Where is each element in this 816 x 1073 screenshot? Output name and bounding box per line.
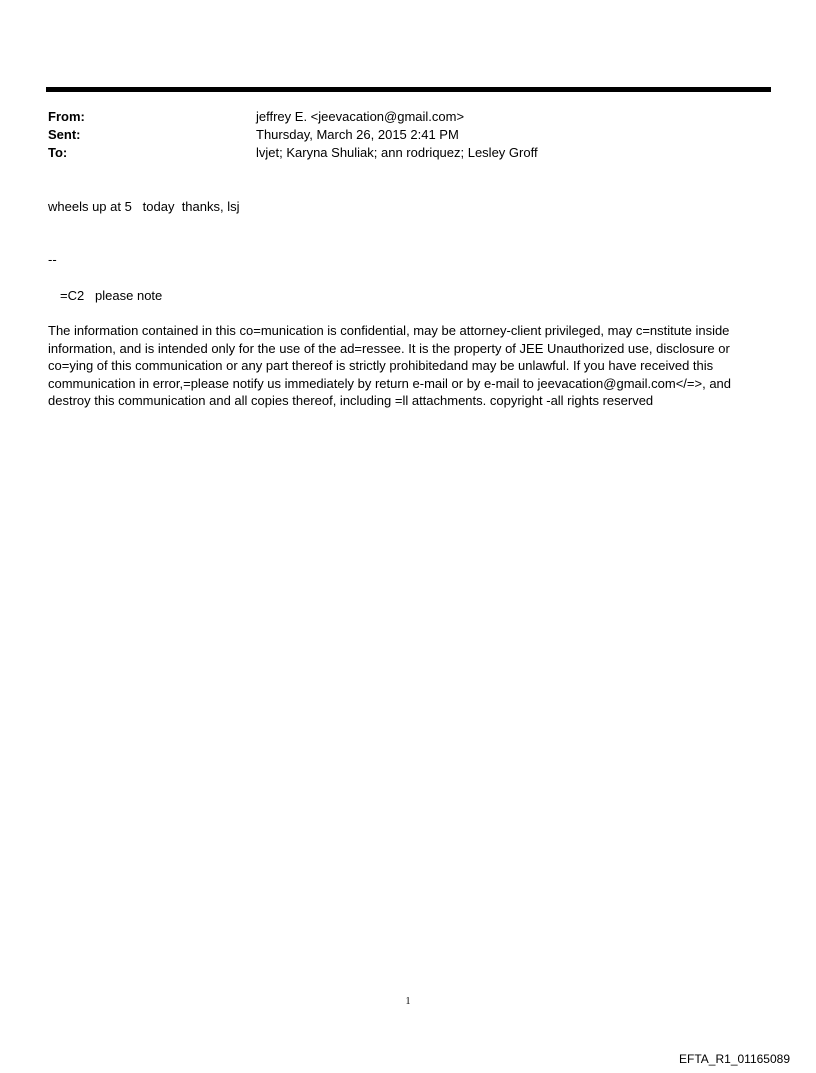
from-label: From: (48, 109, 85, 124)
header-row-sent (48, 126, 768, 144)
message-body: wheels up at 5 today thanks, lsj (48, 199, 240, 214)
to-label: To: (48, 145, 68, 160)
header-row-to (48, 144, 768, 162)
page-number: 1 (405, 996, 411, 1007)
confidentiality-disclaimer: The information contained in this co=munication is confidential, may be attorney-client privileged, may c=nstitute inside information, and is intended only for the use of the ad=ressee. It is the property of JEE Unauthorized use, disclosure or co=ying of this communication or any part thereof is strictly prohibitedand may be unlawful. If you have received this communication in error,=please notify us immediately by return e-mail or by e-mail to jeevacation@gmail.com</=>, and destroy this communication and all copies thereof, including =ll attachments. copyright -all rights reserved (48, 323, 732, 409)
header-divider (46, 87, 771, 92)
bates-number: EFTA_R1_01165089 (679, 1052, 790, 1066)
sent-value: Thursday, March 26, 2015 2:41 PM (256, 127, 459, 142)
to-value: lvjet; Karyna Shuliak; ann rodriquez; Lesley Groff (256, 145, 538, 160)
signature-separator: -- (48, 252, 57, 267)
email-header (48, 108, 768, 162)
sent-label: Sent: (48, 127, 81, 142)
signature-note: =C2 please note (60, 288, 163, 303)
header-row-from (48, 108, 768, 126)
from-value: jeffrey E. <jeevacation@gmail.com> (256, 109, 465, 124)
